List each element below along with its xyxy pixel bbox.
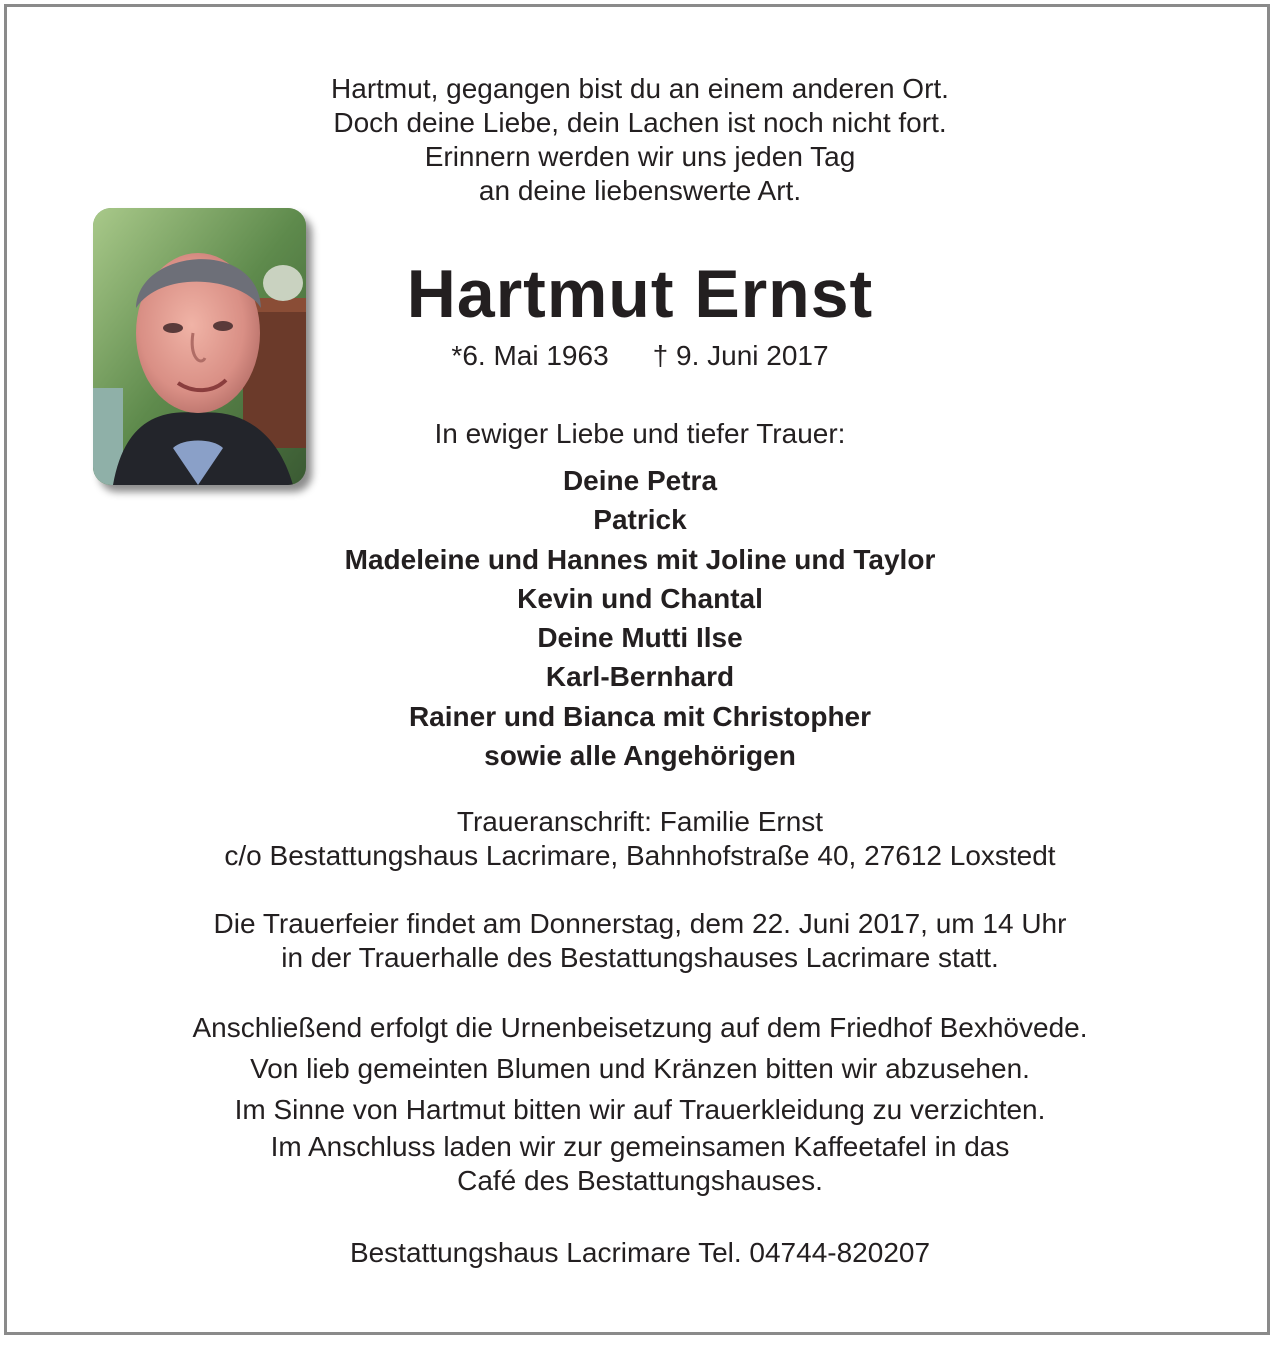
memorial-verse [0, 72, 1280, 208]
note-line: Café des Bestattungshauses. [457, 1165, 823, 1196]
verse-line: Hartmut, gegangen bist du an einem anderen Ort. [331, 73, 949, 104]
mourner-entry: Kevin und Chantal [517, 582, 763, 614]
address-line: Traueranschrift: Familie Ernst [456, 806, 824, 837]
birth-date: *6. Mai 1963 [451, 340, 609, 371]
mourner-entry: Madeleine und Hannes mit Joline und Taylor [344, 543, 936, 575]
mourner-entry: sowie alle Angehörigen [484, 740, 796, 772]
note-line: Im Anschluss laden wir zur gemeinsamen Kaffeetafel in das [270, 1131, 1010, 1162]
ceremony-line: Die Trauerfeier findet am Donnerstag, dem 22. Juni 2017, um 14 Uhr [213, 908, 1067, 939]
mourner-entry: Patrick [593, 504, 687, 536]
deceased-name: Hartmut Ernst [406, 256, 874, 332]
mourning-address [0, 805, 1280, 873]
life-dates [0, 338, 1280, 374]
mourner-entry: Deine Mutti Ilse [537, 622, 743, 654]
mourning-intro: In ewiger Liebe und tiefer Trauer: [434, 418, 846, 449]
mourner-entry: Karl-Bernhard [545, 661, 735, 693]
mourner-entry: Rainer und Bianca mit Christopher [408, 700, 872, 732]
funeral-home-contact: Bestattungshaus Lacrimare Tel. 04744-820207 [349, 1237, 931, 1268]
death-date: † 9. Juni 2017 [652, 340, 829, 371]
note-line: Anschließend erfolgt die Urnenbeisetzung auf dem Friedhof Bexhövede. [192, 1012, 1088, 1043]
funeral-notes [0, 1007, 1280, 1198]
address-line: c/o Bestattungshaus Lacrimare, Bahnhofstraße 40, 27612 Loxstedt [224, 840, 1056, 871]
verse-line: Erinnern werden wir uns jeden Tag [424, 141, 856, 172]
verse-line: Doch deine Liebe, dein Lachen ist noch nicht fort. [333, 107, 947, 138]
funeral-ceremony-info [0, 907, 1280, 975]
mourner-entry: Deine Petra [562, 465, 718, 496]
verse-line: an deine liebenswerte Art. [478, 175, 802, 206]
note-line: Im Sinne von Hartmut bitten wir auf Trauerkleidung zu verzichten. [234, 1094, 1046, 1125]
note-line: Von lieb gemeinten Blumen und Kränzen bitten wir abzusehen. [250, 1053, 1030, 1084]
ceremony-line: in der Trauerhalle des Bestattungshauses Lacrimare statt. [281, 942, 999, 973]
mourners-list [0, 461, 1280, 775]
